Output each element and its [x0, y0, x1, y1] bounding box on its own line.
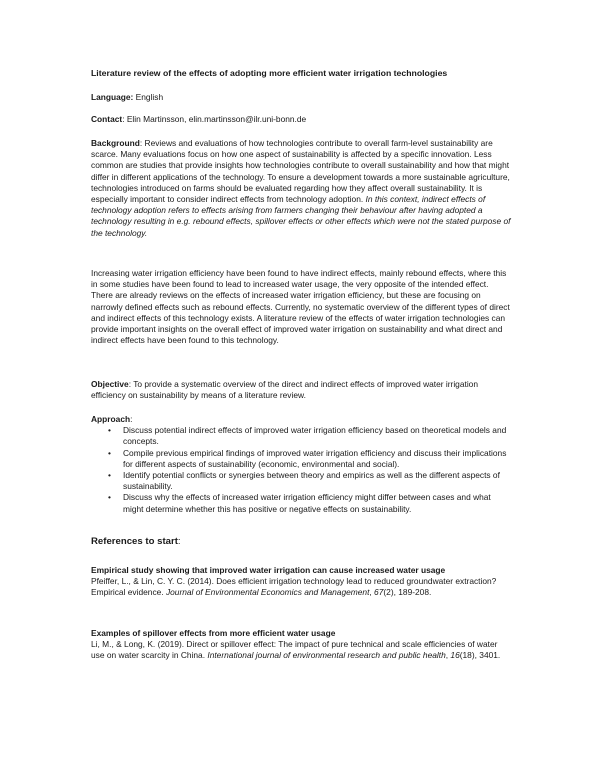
language-line — [91, 92, 511, 103]
approach-item — [91, 470, 511, 492]
citation-separator: , — [445, 650, 451, 661]
citation-pages: (18), 3401. — [459, 650, 501, 661]
irrigation-paragraph: Increasing water irrigation efficiency have been found to have indirect effects, mainly rebound effects, where this in some studies have been found to lead to increased water usage, the very opposite of the intended effect. There are already reviews on the effects of increased water irrigation efficiency, but these are focusing on narrowly defined effects such as rebound effects. Currently, no systematic overview of the different types of direct and indirect effects of this technology exists. A literature review of the effects of water irrigation technologies can provide important insights on the overall effect of improved water irrigation on sustainability and what direct and indirect effects have been found to this technology. — [91, 268, 510, 346]
contact-value: : Elin Martinsson, elin.martinsson@ilr.uni-bonn.de — [122, 114, 307, 124]
background-label: Background — [91, 138, 140, 148]
contact-line — [91, 114, 511, 125]
reference-heading: Examples of spillover effects from more efficient water usage — [91, 628, 336, 638]
approach-suffix: : — [130, 414, 133, 424]
citation-pages: (2), 189-208. — [383, 587, 432, 598]
citation-journal: Journal of Environmental Economics and Management — [165, 587, 370, 598]
approach-label: Approach — [91, 414, 131, 424]
approach-item — [91, 492, 511, 514]
background-text: : Reviews and evaluations of how technologies contribute to overall farm-level sustainability are scarce. Many evaluations focus on how one aspect of sustainability is affected by a specific innovation. Less common are studies that provide insights how technologies contribute to overall sustainability and how that might differ in different applications of the technology. To ensure a development towards a more sustainable agriculture, technologies introduced on farms should be evaluated regarding how they affect overall sustainability. It is especially important to consider indirect effects from technology adoption. — [91, 138, 510, 205]
language-label: Language: — [91, 92, 134, 102]
references-heading — [91, 536, 511, 547]
bullet-icon: • — [108, 425, 111, 436]
objective-paragraph — [91, 379, 511, 401]
references-heading-text: References to start — [91, 536, 178, 547]
approach-list — [91, 425, 511, 515]
citation-volume: 67 — [374, 587, 384, 598]
reference-citation — [91, 639, 511, 661]
approach-item — [91, 448, 511, 470]
approach-item-text: Discuss why the effects of increased water irrigation efficiency might differ between cases and what might determine whether this has positive or negative effects on sustainability. — [123, 492, 491, 514]
reference-item — [91, 628, 511, 662]
approach-item — [91, 425, 511, 447]
citation-volume: 16 — [450, 650, 460, 661]
background-definition: In this context, indirect effects of technology adoption refers to effects arising from farmers changing their behaviour after having adopted a technology resulting in e.g. rebound effects, spillover effects or other effects which were not the stated purpose of the technology. — [91, 194, 511, 238]
contact-label: Contact — [91, 114, 123, 124]
approach-item-text: Identify potential conflicts or synergies between theory and empirics as well as the different aspects of sustainability. — [123, 470, 500, 492]
citation-separator: , — [369, 587, 375, 598]
approach-item-text: Discuss potential indirect effects of improved water irrigation efficiency based on theoretical models and concepts. — [123, 425, 507, 447]
bullet-icon: • — [108, 470, 111, 481]
approach-heading — [91, 414, 511, 425]
approach-section — [91, 414, 511, 515]
citation-text: Li, M., & Long, K. (2019). Direct or spillover effect: The impact of pure technical and scale efficiencies of water use on water scarcity in China. — [91, 639, 498, 661]
objective-label: Objective — [91, 379, 129, 389]
citation-journal: International journal of environmental research and public health — [207, 650, 446, 661]
document-title: Literature review of the effects of adopting more efficient water irrigation technologies — [91, 68, 448, 78]
bullet-icon: • — [108, 492, 111, 503]
language-value: English — [133, 92, 164, 102]
bullet-icon: • — [108, 447, 111, 458]
references-heading-suffix: : — [177, 536, 181, 547]
citation-text: Pfeiffer, L., & Lin, C. Y. C. (2014). Does efficient irrigation technology lead to reduced groundwater extraction? Empirical evidence. — [91, 576, 497, 598]
approach-item-text: Compile previous empirical findings of improved water irrigation efficiency and discuss their implications for different aspects of sustainability (economic, environmental and social). — [123, 447, 507, 469]
reference-citation — [91, 576, 511, 598]
background-paragraph — [91, 138, 511, 239]
reference-heading: Empirical study showing that improved water irrigation can cause increased water usage — [91, 565, 446, 575]
objective-text: : To provide a systematic overview of the direct and indirect effects of improved water irrigation efficiency on sustainability by means of a literature review. — [91, 379, 478, 401]
reference-item — [91, 565, 511, 599]
